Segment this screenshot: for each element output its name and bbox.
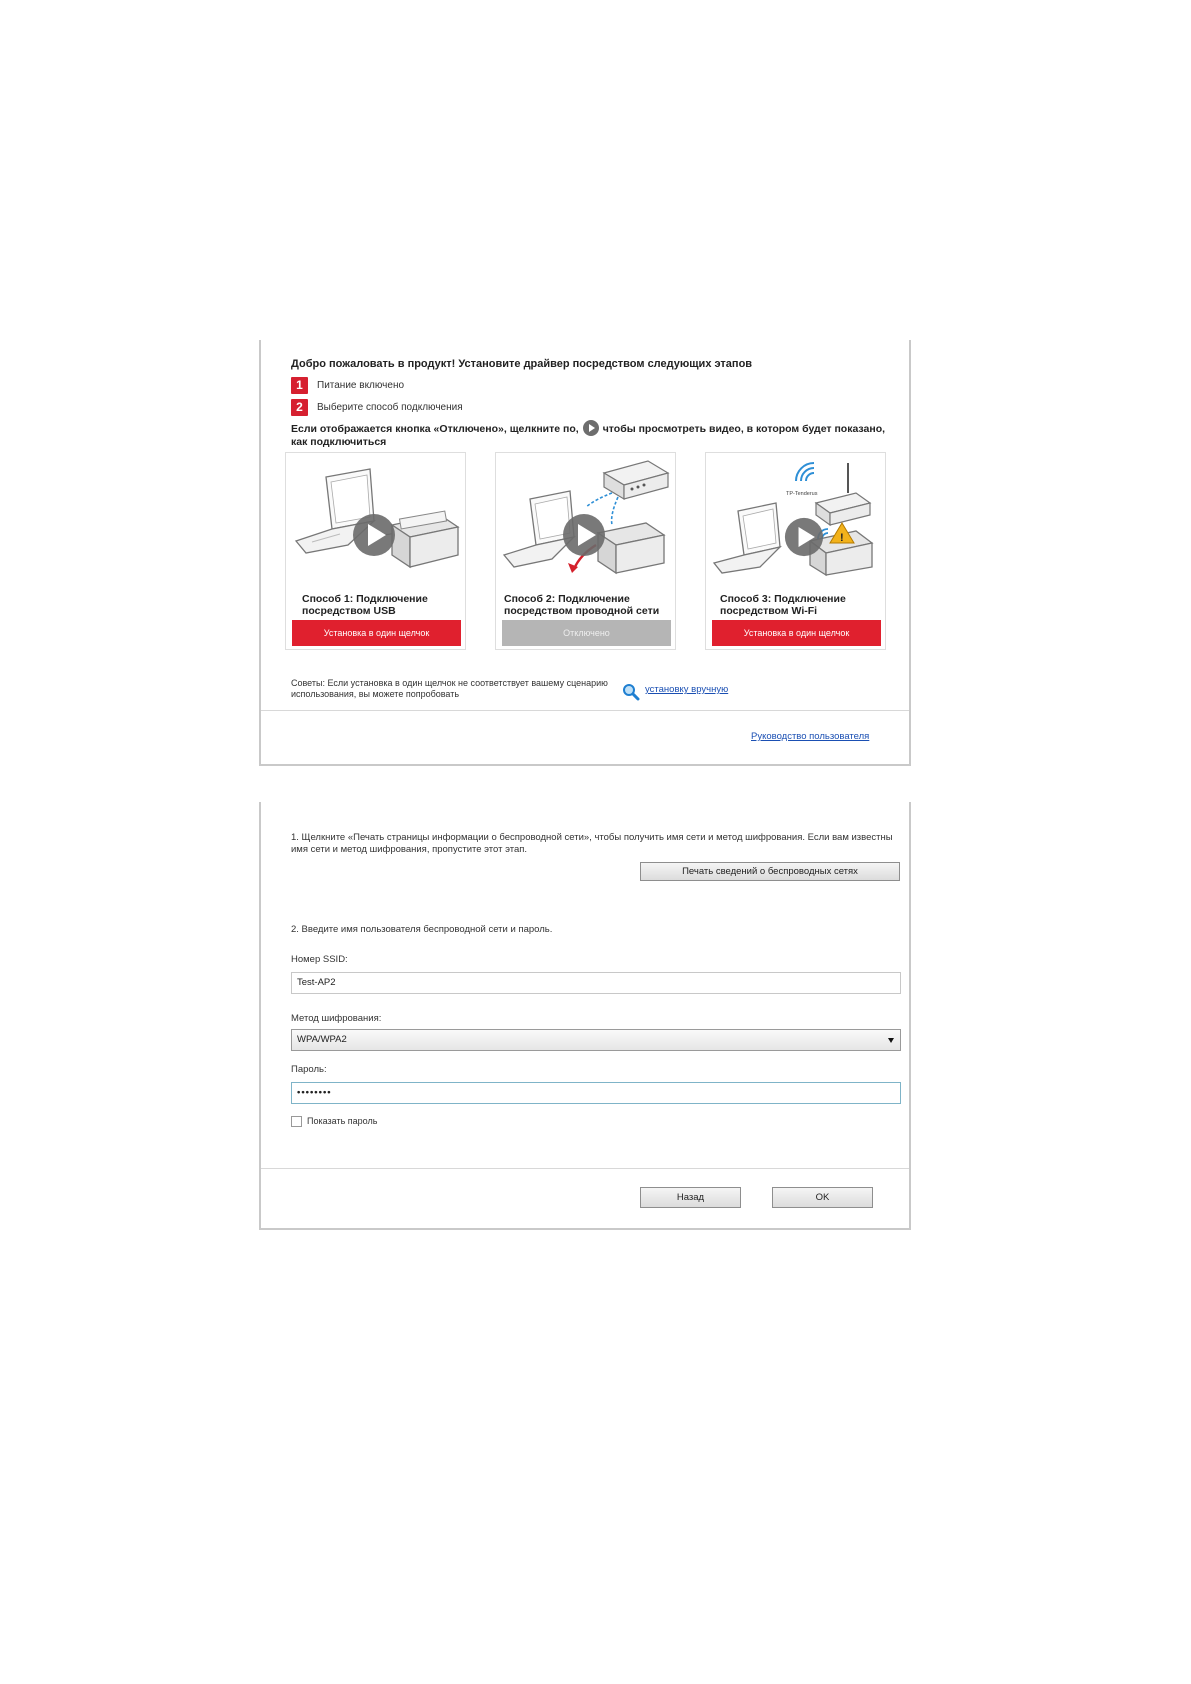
password-input[interactable]: •••••••• [291, 1082, 901, 1104]
one-click-install-button[interactable]: Установка в один щелчок [292, 620, 461, 646]
method-title: Способ 2: Подключение посредством проводной сети [504, 593, 660, 617]
password-label: Пароль: [291, 1064, 327, 1075]
method-title: Способ 1: Подключение посредством USB [302, 593, 428, 617]
method-card-usb [285, 452, 466, 650]
dropdown-arrow-icon [888, 1038, 894, 1043]
step-2-text: Выберите способ подключения [317, 402, 463, 413]
step-2-instructions: 2. Введите имя пользователя беспроводной сети и пароль. [291, 924, 553, 935]
ok-button[interactable]: OK [772, 1187, 873, 1208]
encryption-label: Метод шифрования: [291, 1013, 382, 1024]
play-video-icon[interactable] [352, 513, 396, 557]
method-title: Способ 3: Подключение посредством Wi-Fi [720, 593, 846, 617]
ssid-label: Номер SSID: [291, 954, 348, 965]
ssid-input[interactable]: Test-AP2 [291, 972, 901, 994]
one-click-install-button[interactable]: Установка в один щелчок [712, 620, 881, 646]
play-video-icon[interactable] [583, 420, 599, 436]
video-hint [291, 420, 891, 448]
encryption-value: WPA/WPA2 [297, 1034, 347, 1045]
play-video-icon[interactable] [562, 513, 606, 557]
show-password-label: Показать пароль [307, 1116, 378, 1126]
back-button[interactable]: Назад [640, 1187, 741, 1208]
router-label: TP-Tenderus [786, 491, 818, 497]
step-2-badge: 2 [291, 399, 308, 416]
user-guide-link[interactable]: Руководство пользователя [751, 731, 870, 742]
welcome-heading: Добро пожаловать в продукт! Установите драйвер посредством следующих этапов [291, 358, 753, 370]
tips-text: Советы: Если установка в один щелчок не соответствует вашему сценарию использования, вы можете попробовать [291, 678, 608, 699]
warning-icon: ! [840, 532, 844, 544]
step-1-instructions: 1. Щелкните «Печать страницы информации о беспроводной сети», чтобы получить имя сети и метод шифрования. Если вам известны имя сети и метод шифрования, пропустите этот этап. [291, 832, 893, 855]
wifi-settings-panel [259, 802, 911, 1230]
manual-install-link[interactable]: установку вручную [645, 684, 729, 695]
step-1-badge: 1 [291, 377, 308, 394]
show-password-checkbox[interactable] [291, 1116, 302, 1127]
disabled-button[interactable]: Отключено [502, 620, 671, 646]
divider [261, 710, 909, 711]
installer-panel [259, 340, 911, 766]
print-wireless-info-button[interactable]: Печать сведений о беспроводных сетях [640, 862, 900, 881]
method-card-wifi [705, 452, 886, 650]
magnifier-icon [622, 683, 640, 701]
video-hint-start: Если отображается кнопка «Отключено», щелкните по, [291, 423, 579, 435]
step-1-text: Питание включено [317, 380, 405, 391]
video-hint-end: чтобы просмотреть видео, в котором будет показано, как подключиться [291, 423, 886, 448]
method-card-wired [495, 452, 676, 650]
divider [261, 1168, 909, 1169]
play-video-icon[interactable] [784, 517, 824, 557]
encryption-select[interactable] [291, 1029, 901, 1051]
